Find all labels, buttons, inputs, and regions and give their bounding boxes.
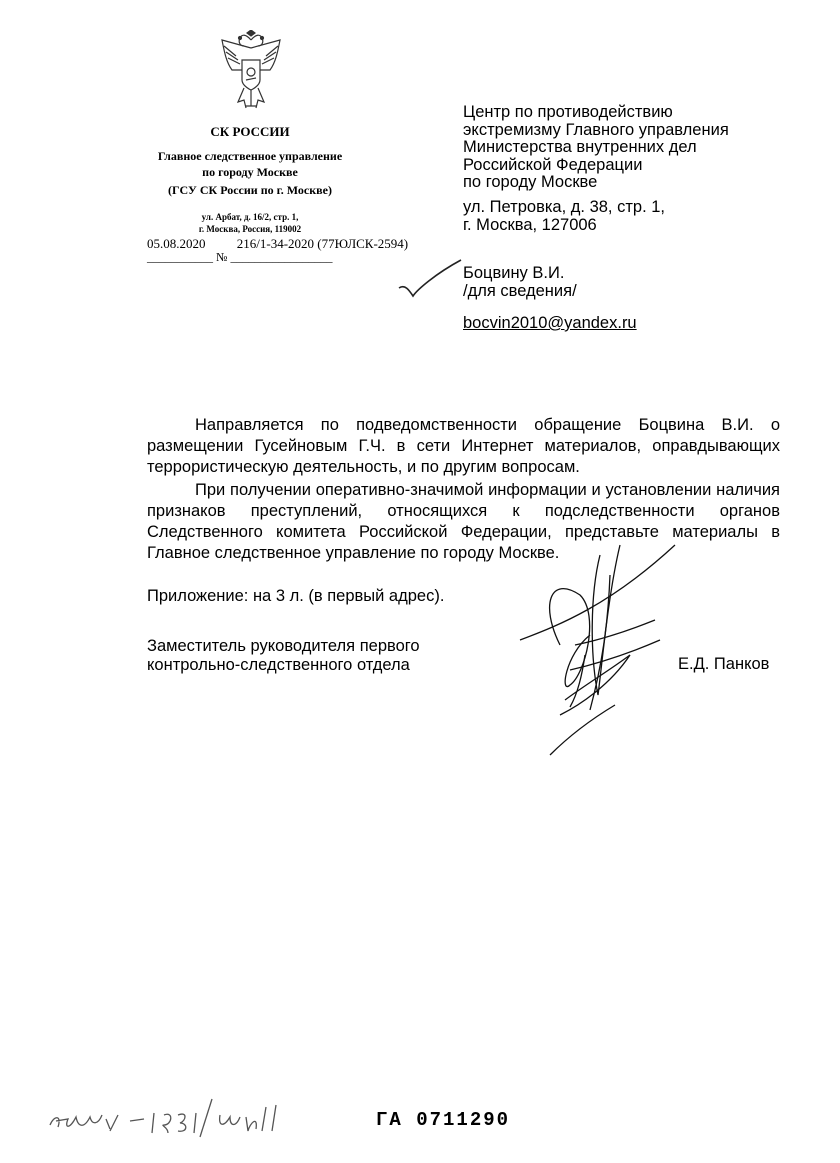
cc-note: /для сведения/: [463, 281, 577, 300]
sender-org-line1: Главное следственное управление: [157, 149, 343, 163]
recipient-address: [463, 199, 783, 234]
paragraph-text: При получении оперативно-значимой информации и установлении наличия признаков преступлений, относящихся к подследственности органов Следственного комитета Российской Федерации, представьте материалы в Главное следственное управление по городу Москве.: [147, 481, 780, 562]
blank-form-line: ___________ № _________________: [147, 250, 333, 264]
sender-org-full: [120, 148, 380, 180]
emblem-icon: [218, 30, 284, 112]
sender-org-abbr: (ГСУ СК России по г. Москве): [168, 183, 332, 197]
recipient-org-line: по городу Москве: [463, 173, 598, 191]
recipient-org-line: Российской Федерации: [463, 155, 643, 174]
signatory-role-line2: контрольно-следственного отдела: [147, 656, 410, 674]
registration-number: 216/1-34-2020 (77ЮЛСК-2594): [236, 236, 409, 251]
recipient-org-line: Центр по противодействию: [463, 103, 673, 121]
recipient-address-line: г. Москва, 127006: [463, 215, 597, 234]
cc-name: Боцвину В.И.: [463, 264, 565, 282]
cc-email[interactable]: bocvin2010@yandex.ru: [463, 314, 637, 332]
handwritten-signature-icon: [490, 535, 680, 775]
body-paragraph-1: [147, 415, 780, 478]
sender-org-short: СК РОССИИ: [210, 124, 290, 139]
document-date: 05.08.2020: [147, 236, 206, 251]
attachment-note: Приложение: на 3 л. (в первый адрес).: [147, 587, 445, 605]
recipient-org-line: экстремизму Главного управления: [463, 120, 729, 139]
recipient-org-line: Министерства внутренних дел: [463, 138, 697, 156]
body-paragraph-2: [147, 480, 780, 564]
checkmark-icon: [395, 258, 465, 300]
recipient-address-line: ул. Петровка, д. 38, стр. 1,: [463, 198, 666, 216]
sender-address-line1: ул. Арбат, д. 16/2, стр. 1,: [201, 212, 299, 222]
signatory-role: [147, 637, 420, 675]
handwritten-note-icon: [40, 1085, 330, 1140]
recipient-org: [463, 104, 783, 192]
signatory-name: Е.Д. Панков: [678, 655, 770, 673]
sender-address: [120, 211, 380, 235]
cc-recipient: [463, 265, 783, 300]
sender-org-line2: по городу Москве: [202, 165, 298, 179]
signatory-role-line1: Заместитель руководителя первого: [147, 637, 420, 655]
document-serial: ГА 0711290: [376, 1109, 511, 1131]
sender-address-line2: г. Москва, Россия, 119002: [198, 224, 302, 234]
paragraph-text: Направляется по подведомственности обращение Боцвина В.И. о размещении Гусейновым Г.Ч. в сети Интернет материалов, оправдывающих террористическую деятельность, и по другим вопросам.: [147, 416, 780, 476]
